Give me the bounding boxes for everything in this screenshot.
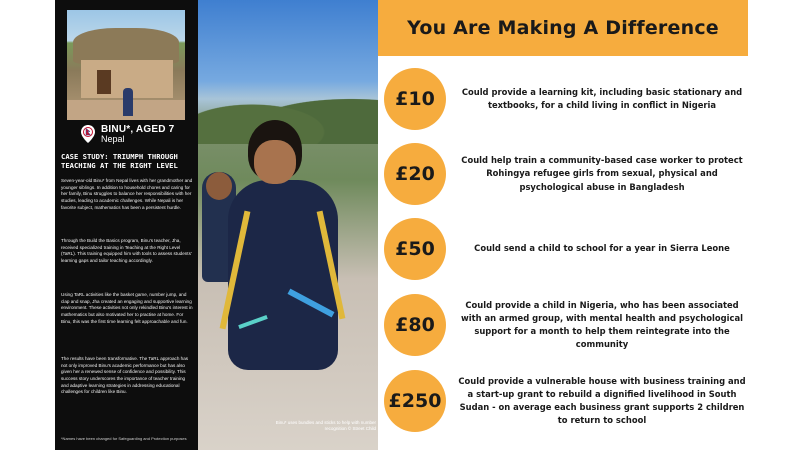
case-study-paragraph: Using TaRL activities like the basket game, number jump, and clap and snap, Jha created an engaging and supportive learning environment. These activities not only rekindled Binu's interest in mathematics but also motivated her to practise at home. For Binu, this was the first time learning felt approachable and fun. bbox=[61, 292, 193, 324]
case-study-title: CASE STUDY: TRIUMPH THROUGH TEACHING AT THE RIGHT LEVEL bbox=[61, 152, 178, 170]
donation-row bbox=[384, 218, 748, 284]
child-figure bbox=[123, 88, 133, 116]
header-banner bbox=[378, 0, 748, 56]
binu-photo bbox=[198, 0, 378, 450]
profile-row bbox=[81, 124, 174, 145]
amount-badge: £10 bbox=[384, 68, 446, 130]
house-door bbox=[97, 70, 111, 94]
donation-row bbox=[384, 143, 748, 209]
donation-description: Could provide a vulnerable house with business training and a start-up grant to rebuild a dignified livelihood in South Sudan - on average each business grant supports 2 children to return to school bbox=[458, 375, 746, 426]
donation-description: Could provide a learning kit, including basic stationary and textbooks, for a child living in conflict in Nigeria bbox=[461, 86, 743, 110]
donation-description: Could help train a community-based case worker to protect Rohingya refugee girls from sexual, physical and psychological abuse in Bangladesh bbox=[461, 155, 743, 192]
donation-row bbox=[384, 68, 748, 134]
location-pin-icon bbox=[81, 125, 95, 143]
amount-badge: £50 bbox=[384, 218, 446, 280]
case-study-paragraph: The results have been transformative. The TaRL approach has not only improved Binu's academic performance but has also given her a renewed sense of confidence and possibility. This success story underscores the importance of teacher training and adaptive learning strategies in addressing educational challenges for children like Binu. bbox=[61, 356, 189, 395]
house-photo bbox=[67, 10, 185, 120]
amount-badge: £20 bbox=[384, 143, 446, 205]
amount-badge: £80 bbox=[384, 294, 446, 356]
girl-face bbox=[254, 140, 296, 184]
house-roof bbox=[73, 28, 179, 64]
donation-description: Could send a child to school for a year in Sierra Leone bbox=[474, 243, 730, 254]
profile-country: Nepal bbox=[101, 134, 125, 144]
photo-caption: Binu* uses bundles and sticks to help with number recognition © Street Child bbox=[275, 420, 376, 431]
case-study-paragraph: Through the Build the Basics program, Binu's teacher, Jha, received specialized training in Teaching at the Right Level (TaRL). This training equipped him with tools to assess students' learning gaps and tailor teaching accordingly. bbox=[61, 238, 192, 263]
donation-description: Could provide a child in Nigeria, who has been associated with an armed group, with mental health and psychological support for a month to help them reintegrate into the community bbox=[460, 299, 744, 350]
girl-body bbox=[228, 180, 338, 370]
profile-text bbox=[101, 124, 174, 145]
background-child-head bbox=[206, 172, 232, 200]
donation-row bbox=[384, 370, 748, 436]
case-study-panel bbox=[55, 0, 198, 450]
case-study-paragraph: Seven-year-old Binu* from Nepal lives with her grandmother and younger siblings. In addition to household chores and caring for her family, Binu struggles to balance her responsibilities with her studies, leading to academic challenges. While Nepali is her favorite subject, mathematics has been a persistent hurdle. bbox=[61, 178, 193, 210]
page-title: You Are Making A Difference bbox=[407, 17, 719, 39]
footnote: *Names have been changed for Safeguarding and Protection purposes bbox=[61, 436, 187, 441]
amount-badge: £250 bbox=[384, 370, 446, 432]
profile-name: BINU*, AGED 7 bbox=[101, 124, 175, 135]
donation-row bbox=[384, 294, 748, 360]
